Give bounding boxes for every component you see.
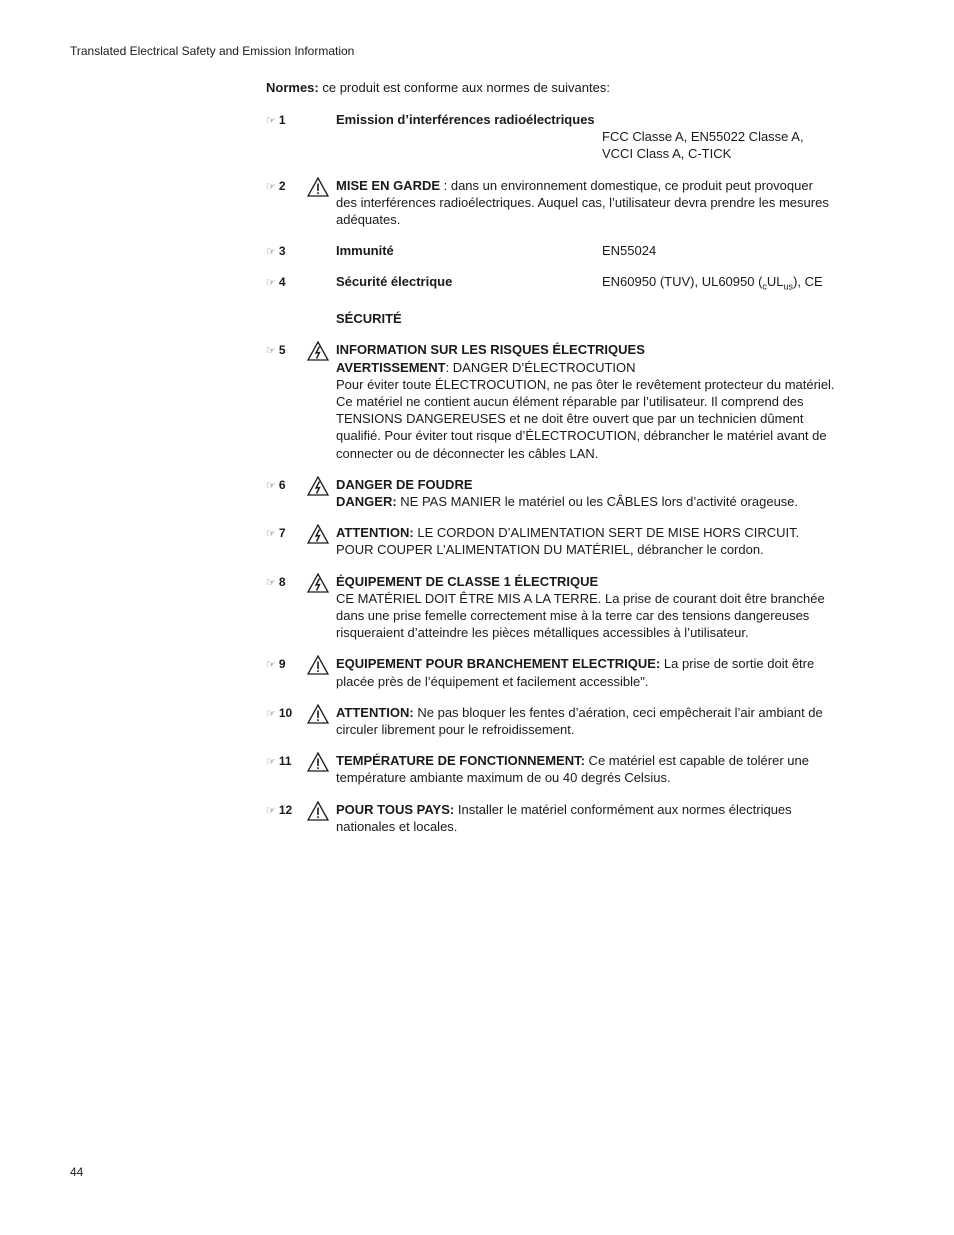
item-number: 3 — [278, 244, 286, 259]
item-text — [336, 704, 836, 738]
value-subscript: c — [762, 282, 767, 293]
item-number: 9 — [278, 657, 286, 672]
pointing-hand-icon: ☞ — [266, 246, 276, 259]
page-number: 44 — [70, 1165, 84, 1179]
value-part: ), CE — [793, 274, 823, 290]
item-number: 8 — [278, 574, 286, 589]
item-number: 11 — [278, 754, 292, 769]
item-text — [336, 341, 836, 461]
pointing-hand-icon: ☞ — [266, 479, 276, 492]
item-title: ÉQUIPEMENT DE CLASSE 1 ÉLECTRIQUE — [336, 573, 599, 589]
item-text — [336, 476, 836, 510]
item-text — [336, 752, 836, 786]
item-title: Immunité — [336, 243, 394, 259]
value-line: VCCI Class A, C-TICK — [602, 146, 732, 162]
item-11 — [266, 752, 836, 786]
item-body: CE MATÉRIEL DOIT ÊTRE MIS A LA TERRE. La prise de courant doit être branchée dans une prise femelle correctement mise à la terre car des tensions dangereuses risqueraient d’atteindre les pièces métalliques accessibles à l’utilisateur. — [336, 590, 825, 641]
item-8 — [266, 573, 836, 642]
item-lead: TEMPÉRATURE DE FONCTIONNEMENT: — [336, 753, 585, 769]
item-body: Ne pas bloquer les fentes d’aération, ceci empêcherait l’air ambiant de circuler librement pour le refroidissement. — [336, 704, 823, 738]
pointing-hand-icon: ☞ — [266, 345, 276, 358]
item-lead: AVERTISSEMENT — [336, 359, 446, 375]
warning-triangle-icon — [307, 752, 329, 772]
pointing-hand-icon: ☞ — [266, 528, 276, 541]
item-9 — [266, 655, 836, 689]
item-1 — [266, 111, 836, 163]
item-lead: ATTENTION: — [336, 525, 414, 541]
pointing-hand-icon: ☞ — [266, 115, 276, 127]
item-body: Pour éviter toute ÉLECTROCUTION, ne pas ôter le revêtement protecteur du matériel. Ce matériel ne contient aucun élément réparable par l’utilisateur. Il comprend des TENSIONS DANGEREUSES et ne doit être ouvert que par un technicien dûment qualifié. Pour éviter tout risque d’ÉLECTROCUTION, débrancher le matériel avant de connecter ou de déconnecter les câbles LAN. — [336, 376, 835, 461]
item-7 — [266, 524, 836, 558]
item-number: 12 — [278, 802, 293, 817]
electrical-hazard-icon — [307, 341, 329, 361]
item-number: 7 — [278, 526, 286, 541]
item-3 — [266, 242, 836, 259]
item-lead: POUR TOUS PAYS: — [336, 801, 455, 817]
pointing-hand-icon: ☞ — [266, 804, 276, 817]
item-value — [602, 273, 836, 296]
pointing-hand-icon: ☞ — [266, 659, 276, 672]
running-header: Translated Electrical Safety and Emission Information — [70, 44, 355, 58]
warning-triangle-icon — [307, 801, 329, 821]
item-10 — [266, 704, 836, 738]
electrical-hazard-icon — [307, 476, 329, 496]
item-lead: ATTENTION: — [336, 704, 414, 720]
pointing-hand-icon: ☞ — [266, 277, 276, 290]
value-part: EN60950 (TUV), UL60950 ( — [602, 274, 763, 290]
pointing-hand-icon: ☞ — [266, 576, 276, 589]
item-body: Ce matériel est capable de tolérer une température ambiante maximum de ou 40 degrés Celsius. — [336, 753, 809, 786]
item-body: : dans un environnement domestique, ce produit peut provoquer des interférences radioélectriques. Auquel cas, l’utilisateur devra prendre les mesures adéquates. — [336, 177, 829, 228]
item-text — [336, 801, 836, 835]
item-text — [336, 524, 836, 558]
pointing-hand-icon: ☞ — [266, 756, 276, 769]
item-number: 2 — [278, 178, 286, 193]
item-text — [336, 177, 836, 229]
item-value — [602, 128, 836, 162]
warning-triangle-icon — [307, 655, 329, 675]
value-line: FCC Classe A, EN55022 Classe A, — [602, 129, 804, 145]
item-4 — [266, 273, 836, 296]
item-2 — [266, 177, 836, 229]
item-lead-text: : DANGER D’ÉLECTROCUTION — [445, 359, 636, 375]
normes-intro — [266, 80, 610, 95]
item-body: La prise de sortie doit être placée près de l’équipement et facilement accessible". — [336, 656, 815, 689]
item-number: 5 — [278, 343, 286, 358]
normes-text: ce produit est conforme aux normes de suivantes: — [318, 80, 610, 95]
item-body: Installer le matériel conformément aux normes électriques nationales et locales. — [336, 801, 792, 834]
item-lead: MISE EN GARDE — [336, 177, 441, 193]
item-5 — [266, 341, 836, 461]
item-number: 1 — [278, 113, 286, 127]
item-number: 10 — [278, 705, 293, 720]
item-6 — [266, 476, 836, 510]
item-value: EN55024 — [602, 243, 657, 259]
item-body: NE PAS MANIER le matériel ou les CÂBLES lors d’activité orageuse. — [396, 494, 799, 510]
item-number: 6 — [278, 477, 286, 492]
item-lead: EQUIPEMENT POUR BRANCHEMENT ELECTRIQUE: — [336, 656, 661, 672]
value-part: UL — [766, 274, 784, 290]
value-subscript: us — [783, 282, 794, 293]
pointing-hand-icon: ☞ — [266, 707, 276, 720]
electrical-hazard-icon — [307, 573, 329, 593]
warning-triangle-icon — [307, 704, 329, 724]
item-title: INFORMATION SUR LES RISQUES ÉLECTRIQUES — [336, 342, 645, 358]
item-title: Emission d’interférences radioélectriques — [336, 112, 595, 127]
electrical-hazard-icon — [307, 524, 329, 544]
item-body: LE CORDON D’ALIMENTATION SERT DE MISE HORS CIRCUIT. POUR COUPER L’ALIMENTATION DU MATÉRIEL, débrancher le cordon. — [336, 525, 800, 558]
item-title: DANGER DE FOUDRE — [336, 476, 473, 492]
item-text — [336, 655, 836, 689]
item-lead: DANGER: — [336, 494, 397, 510]
section-heading — [266, 310, 836, 327]
item-title: Sécurité électrique — [336, 274, 453, 290]
item-text — [336, 573, 836, 642]
item-number: 4 — [278, 275, 286, 290]
warning-triangle-icon — [307, 177, 329, 197]
item-12 — [266, 801, 836, 835]
section-heading-text: SÉCURITÉ — [336, 311, 402, 327]
standards-list — [266, 111, 836, 849]
normes-label: Normes: — [266, 80, 319, 95]
pointing-hand-icon: ☞ — [266, 180, 276, 193]
